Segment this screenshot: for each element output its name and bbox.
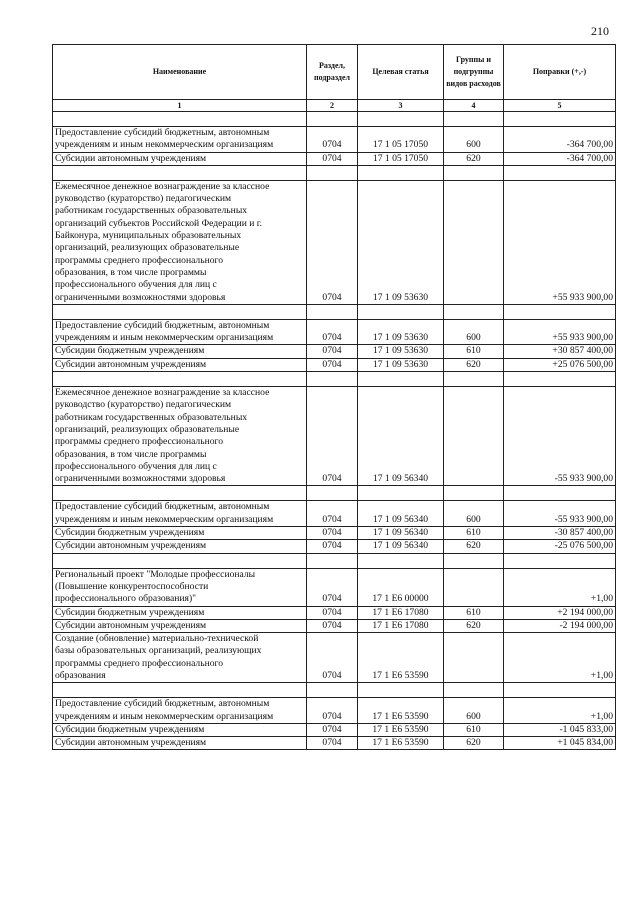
header-group: Группы и подгруппы видов расходов: [444, 45, 504, 100]
table-row: [53, 619, 616, 632]
spacer-row: [53, 112, 616, 127]
spacer-cell: [358, 165, 444, 180]
table-row: [53, 606, 616, 619]
table-body: [53, 112, 616, 750]
article-cell: 17 1 E6 17080: [358, 606, 444, 619]
article-cell: 17 1 E6 53590: [358, 723, 444, 736]
article-cell: 17 1 05 17050: [358, 127, 444, 153]
section-cell: 0704: [307, 568, 358, 606]
group-cell: 600: [444, 319, 504, 345]
spacer-row: [53, 683, 616, 698]
spacer-cell: [358, 683, 444, 698]
spacer-cell: [53, 683, 307, 698]
amount-cell: +55 933 900,00: [504, 319, 616, 345]
section-cell: 0704: [307, 127, 358, 153]
group-cell: [444, 633, 504, 683]
column-number-row: [53, 100, 616, 112]
amount-cell: +1 045 834,00: [504, 737, 616, 750]
amount-cell: +1,00: [504, 698, 616, 724]
spacer-row: [53, 165, 616, 180]
name-cell: Субсидии автономным учреждениям: [53, 619, 307, 632]
section-cell: 0704: [307, 633, 358, 683]
table-row: [53, 358, 616, 371]
name-cell: Предоставление субсидий бюджетным, автономным учреждениям и иным некоммерческим организациям: [53, 319, 307, 345]
table-row: [53, 698, 616, 724]
group-cell: 610: [444, 723, 504, 736]
article-cell: 17 1 E6 53590: [358, 698, 444, 724]
group-cell: 620: [444, 737, 504, 750]
header-section: Раздел, подраздел: [307, 45, 358, 100]
article-cell: 17 1 09 53630: [358, 319, 444, 345]
table-row: [53, 501, 616, 527]
name-cell: Субсидии бюджетным учреждениям: [53, 345, 307, 358]
group-cell: 610: [444, 606, 504, 619]
article-cell: 17 1 09 56340: [358, 387, 444, 486]
spacer-cell: [53, 553, 307, 568]
spacer-cell: [444, 304, 504, 319]
section-cell: 0704: [307, 501, 358, 527]
section-cell: 0704: [307, 387, 358, 486]
group-cell: 600: [444, 698, 504, 724]
table-row: [53, 737, 616, 750]
amount-cell: -364 700,00: [504, 127, 616, 153]
header-article: Целевая статья: [358, 45, 444, 100]
amount-cell: +1,00: [504, 633, 616, 683]
table-row: [53, 152, 616, 165]
section-cell: 0704: [307, 619, 358, 632]
amount-cell: +2 194 000,00: [504, 606, 616, 619]
section-cell: 0704: [307, 358, 358, 371]
spacer-cell: [358, 372, 444, 387]
budget-table: [52, 44, 616, 750]
amount-cell: +1,00: [504, 568, 616, 606]
group-cell: 620: [444, 619, 504, 632]
article-cell: 17 1 09 56340: [358, 527, 444, 540]
spacer-cell: [307, 683, 358, 698]
group-cell: 620: [444, 358, 504, 371]
spacer-cell: [444, 683, 504, 698]
spacer-cell: [307, 553, 358, 568]
spacer-cell: [307, 304, 358, 319]
article-cell: 17 1 09 56340: [358, 540, 444, 553]
spacer-cell: [358, 304, 444, 319]
name-cell: Ежемесячное денежное вознаграждение за классное руководство (кураторство) педагогическим работникам государственных образовательных организаций субъектов Российской Федерации и г. Байконура, муниципальных образовательных организаций, реализующих образовательные программы среднего профессионального образования, в том числе программы профессионального обучения для лиц с ограниченными возможностями здоровья: [53, 180, 307, 304]
amount-cell: -55 933 900,00: [504, 387, 616, 486]
name-cell: Предоставление субсидий бюджетным, автономным учреждениям и иным некоммерческим организациям: [53, 127, 307, 153]
spacer-cell: [504, 304, 616, 319]
name-cell: Субсидии автономным учреждениям: [53, 737, 307, 750]
spacer-cell: [53, 486, 307, 501]
section-cell: 0704: [307, 180, 358, 304]
spacer-cell: [444, 112, 504, 127]
article-cell: 17 1 05 17050: [358, 152, 444, 165]
amount-cell: -1 045 833,00: [504, 723, 616, 736]
spacer-cell: [444, 165, 504, 180]
amount-cell: +55 933 900,00: [504, 180, 616, 304]
column-number: 2: [307, 100, 358, 112]
name-cell: Субсидии автономным учреждениям: [53, 358, 307, 371]
section-cell: 0704: [307, 345, 358, 358]
article-cell: 17 1 E6 53590: [358, 633, 444, 683]
article-cell: 17 1 09 56340: [358, 501, 444, 527]
table-row: [53, 633, 616, 683]
group-cell: [444, 180, 504, 304]
spacer-row: [53, 304, 616, 319]
spacer-cell: [504, 683, 616, 698]
table-row: [53, 527, 616, 540]
spacer-cell: [444, 372, 504, 387]
table-row: [53, 387, 616, 486]
spacer-row: [53, 553, 616, 568]
spacer-cell: [53, 372, 307, 387]
table-row: [53, 540, 616, 553]
table-row: [53, 345, 616, 358]
group-cell: [444, 568, 504, 606]
table-row: [53, 568, 616, 606]
amount-cell: -30 857 400,00: [504, 527, 616, 540]
spacer-cell: [504, 112, 616, 127]
table-row: [53, 723, 616, 736]
section-cell: 0704: [307, 723, 358, 736]
group-cell: [444, 387, 504, 486]
amount-cell: +30 857 400,00: [504, 345, 616, 358]
amount-cell: -25 076 500,00: [504, 540, 616, 553]
name-cell: Региональный проект "Молодые профессионалы (Повышение конкурентоспособности профессионального образования)": [53, 568, 307, 606]
section-cell: 0704: [307, 606, 358, 619]
name-cell: Субсидии автономным учреждениям: [53, 540, 307, 553]
group-cell: 610: [444, 527, 504, 540]
article-cell: 17 1 E6 53590: [358, 737, 444, 750]
section-cell: 0704: [307, 540, 358, 553]
amount-cell: -364 700,00: [504, 152, 616, 165]
article-cell: 17 1 E6 00000: [358, 568, 444, 606]
spacer-row: [53, 486, 616, 501]
table-row: [53, 127, 616, 153]
name-cell: Предоставление субсидий бюджетным, автономным учреждениям и иным некоммерческим организациям: [53, 501, 307, 527]
name-cell: Создание (обновление) материально-технической базы образовательных организаций, реализующих программы среднего профессионального образования: [53, 633, 307, 683]
name-cell: Субсидии автономным учреждениям: [53, 152, 307, 165]
section-cell: 0704: [307, 319, 358, 345]
spacer-cell: [358, 112, 444, 127]
article-cell: 17 1 09 53630: [358, 358, 444, 371]
article-cell: 17 1 E6 17080: [358, 619, 444, 632]
spacer-cell: [504, 372, 616, 387]
header-amount: Поправки (+,-): [504, 45, 616, 100]
spacer-cell: [358, 486, 444, 501]
group-cell: 620: [444, 540, 504, 553]
section-cell: 0704: [307, 527, 358, 540]
spacer-cell: [307, 372, 358, 387]
table-row: [53, 180, 616, 304]
spacer-cell: [504, 553, 616, 568]
page-number: 210: [591, 24, 609, 38]
group-cell: 600: [444, 501, 504, 527]
section-cell: 0704: [307, 152, 358, 165]
group-cell: 600: [444, 127, 504, 153]
name-cell: Субсидии бюджетным учреждениям: [53, 527, 307, 540]
spacer-cell: [444, 553, 504, 568]
amount-cell: +25 076 500,00: [504, 358, 616, 371]
spacer-cell: [53, 304, 307, 319]
column-number: 1: [53, 100, 307, 112]
name-cell: Субсидии бюджетным учреждениям: [53, 723, 307, 736]
column-number: 4: [444, 100, 504, 112]
spacer-cell: [358, 553, 444, 568]
column-number: 3: [358, 100, 444, 112]
spacer-cell: [53, 165, 307, 180]
amount-cell: -2 194 000,00: [504, 619, 616, 632]
header-name: Наименование: [53, 45, 307, 100]
article-cell: 17 1 09 53630: [358, 345, 444, 358]
amount-cell: -55 933 900,00: [504, 501, 616, 527]
table-row: [53, 319, 616, 345]
name-cell: Субсидии бюджетным учреждениям: [53, 606, 307, 619]
header-row: [53, 45, 616, 100]
spacer-cell: [53, 112, 307, 127]
spacer-cell: [307, 112, 358, 127]
group-cell: 610: [444, 345, 504, 358]
section-cell: 0704: [307, 737, 358, 750]
name-cell: Предоставление субсидий бюджетным, автономным учреждениям и иным некоммерческим организациям: [53, 698, 307, 724]
section-cell: 0704: [307, 698, 358, 724]
article-cell: 17 1 09 53630: [358, 180, 444, 304]
spacer-row: [53, 372, 616, 387]
column-number: 5: [504, 100, 616, 112]
spacer-cell: [444, 486, 504, 501]
spacer-cell: [307, 165, 358, 180]
group-cell: 620: [444, 152, 504, 165]
spacer-cell: [307, 486, 358, 501]
spacer-cell: [504, 165, 616, 180]
spacer-cell: [504, 486, 616, 501]
name-cell: Ежемесячное денежное вознаграждение за классное руководство (кураторство) педагогическим работникам государственных образовательных организаций, реализующих образовательные программы среднего профессионального образования, в том числе программы профессионального обучения для лиц с ограниченными возможностями здоровья: [53, 387, 307, 486]
